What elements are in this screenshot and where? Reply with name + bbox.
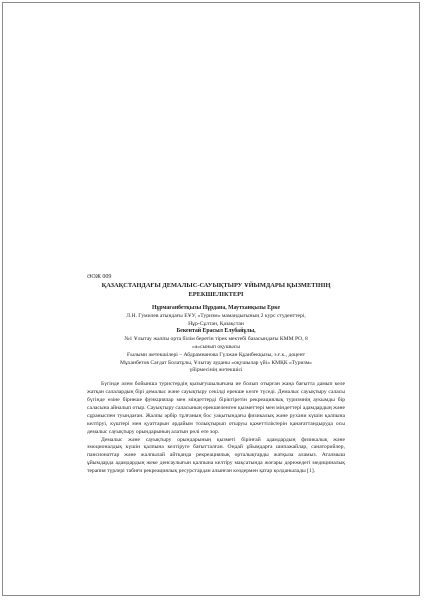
body-paragraph-2: Демалыс және сауықтыру орындарының қызметі бірінғай адамдардың физикалық және эмоционалдық күшін қалпына келтіруге бағытталған. Ондай ұйымдарға шипажайлар, санаторийлер, пансионаттар және жалпылай айтқанда рекреациялық орталықтарды жатқыза аламыз. Аталмыш ұйымдарда адамдардың жеке денсаулығын қалпына келтіру мақсатында жоғары дәрежедегі медициналық терапия түрлері табиғи рекреациялық ресурстардан алынған көздермен қатар қолданылады [1]. bbox=[87, 436, 345, 475]
second-author-name: Бекентай Ерасыл Елубайұлы, bbox=[176, 328, 256, 335]
article-content bbox=[87, 273, 345, 476]
supervisors-line-3: үйірмесінің жетекшісі bbox=[189, 367, 243, 374]
supervisors-line-2: Мұханбетов Сағдат Болатұлы, Ұлытау ауданы «оқушылар үйі» КМҚК «Туризм» bbox=[120, 359, 312, 366]
author-names: Нұрмағанбетқызы Нұрдана, Маутханқызы Ерке bbox=[151, 305, 281, 311]
body-paragraph-1: Бүгінде әлем бойынша туристердің қызығушылығына ие болып отырған жаңа бағытта дамып келе жатқан салалардың бірі демалыс және сауықтыру секілді ерекше көзге түседі. Демалыс сауықтыру саласы бүгінде өзіне бірнеше функциялар мен міндеттерді біріктіретін рекреациялық туризмнің аукымды бір саласына айналып отыр. Сауықтыру саласының ерекшеленген қызметтері мен міндеттері адамдардың және сұраныспен туындаған. Жалпы әрбір тұлғаның бос уақытындағы физикалық және рухани күшін қалпына келтіруі, күштері мен қуаттарын әрдайым толықтырып отыруы қажеттіліктерін қанағаттандыруда осы демалыс сауықтыру орындарының алатын рөлі өте зор. bbox=[87, 381, 345, 435]
author-affiliation: Л.Н. Гумилев атындағы ЕҰУ, «Туризм» мамандығының 2 курс студенттері, bbox=[126, 312, 306, 319]
author-location: Нұр-Сұлтан, Қазақстан bbox=[188, 320, 244, 327]
document-page bbox=[2, 2, 420, 596]
udk-code: ӘОЖ 009 bbox=[87, 274, 112, 280]
article-title: ҚАЗАҚСТАНДАҒЫ ДЕМАЛЫС-САУЫҚТЫРУ ҰЙЫМДАРЫ ҚЫЗМЕТІНІҢ ЕРЕКШЕЛІКТЕРІ bbox=[101, 282, 331, 298]
second-author-affiliation: №1 Ұлытау жалпы орта білім беретін тірек мектебі базасындағы КММ РО, 8 bbox=[124, 336, 308, 343]
second-author-class: «ә»сынып оқушысы bbox=[191, 343, 241, 350]
supervisors-line-1: Ғылыми жетекшілері – Абдрамнанова Гүлжан Құанбекқызы, э.ғ.к., доцент bbox=[126, 351, 306, 358]
